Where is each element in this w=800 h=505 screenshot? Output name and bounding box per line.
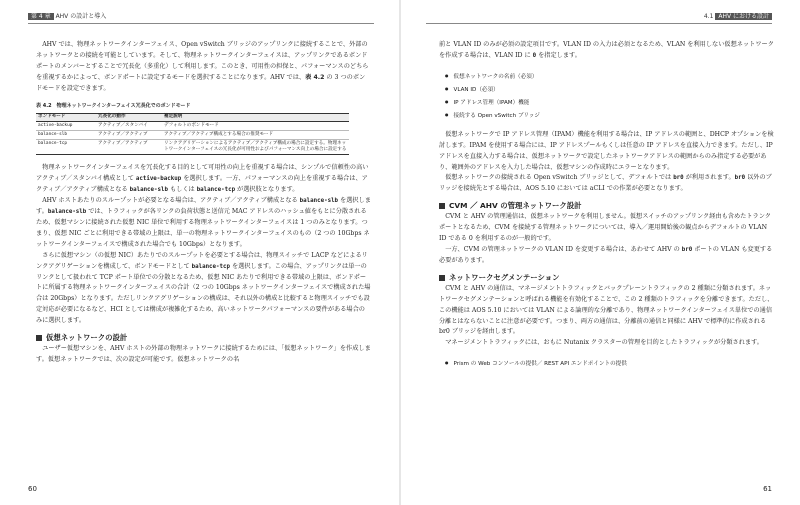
table-header-row [36, 114, 349, 121]
left-column [36, 40, 371, 366]
paragraph: 仮想ネットワークの接続される Open vSwitch ブリッジとして、デフォルトでは br0 が利用されます。br0 以外のブリッジを接続先とする場合は、AOS 5.10 においては aCLI での作業が必要となります。 [439, 174, 772, 193]
section-number: 4.1 [703, 13, 714, 20]
table-caption: 表 4.2 物理ネットワークインターフェイス冗長化でのボンドモード [36, 102, 191, 109]
list-item: ● 接続する Open vSwitch ブリッジ [445, 109, 774, 122]
chapter-label: 第 4 章 [28, 13, 54, 20]
table-cell: デフォルトのボンドモード [162, 121, 349, 130]
list-item: ● Prism の Web コンソールの提供／ REST API エンドポイントの提供 [445, 357, 774, 370]
page-number: 61 [763, 485, 772, 493]
table-row [36, 121, 349, 130]
heading-square-icon [439, 275, 445, 281]
table-row [36, 140, 349, 155]
section-heading: ネットワークセグメンテーション [439, 272, 774, 284]
list-item: ● IP アドレス管理（IPAM）機能 [445, 96, 774, 109]
paragraph: CVM と AHV の管理通信は、仮想ネットワークを利用しません。仮想スイッチのアップリンク経由も含めたトランクポートとなるため、CVM を接続する管理ネットワークについては、導入／運用開始後の観点からデフォルトの VLAN ID である 0 を利用するのが一般的です。 [439, 213, 771, 243]
table-cell: balance-slb [36, 130, 96, 139]
right-column [439, 40, 774, 378]
table-cell: アクティブ／アクティブ構成とする場合の推奨モード [162, 130, 349, 139]
table-cell: active-backup [36, 121, 96, 130]
right-running-header [426, 12, 772, 24]
table-cell: リンクアグリゲーションによるアクティブ／アクティブ構成の場合に設定する。物理ネットワークインターフェイスの冗長化が可用性およびパフォーマンス向上の場合に設定する [162, 140, 349, 155]
right-header-title: AHV における設計 [715, 13, 772, 20]
paragraph: さらに仮想マシン（の仮想 NIC）あたりでのスループットを必要とする場合は、物理スイッチで LACP などによるリンクアグリゲーションを構成して、ボンドモードとして balance-tcp を選択します。この場合、アップリンクは単一のリンクとして扱われて TCP ポート単位での分散となるため、仮想 NIC あたりで利用できる帯域の上限は、ボンドポートに所属する物理ネットワークインターフェイスの合計（2 つの 10Gbps ネットワークインターフェイスで構成された場合は 20Gbps）となります。ただしリンクアグリゲーションの構成は、それ以外の構成と比較すると物理スイッチでも設定対応が必要になるなど、HCI としては構成が複雑化するため、高いネットワークパフォーマンスの要件がある場合のみに選択します。 [36, 251, 371, 325]
list-item: ● 仮想ネットワークの名前（必須） [445, 70, 774, 83]
paragraph: マネージメントトラフィックには、おもに Nutanix クラスターの管理を目的としたトラフィックが分類されます。 [445, 339, 763, 347]
paragraph: 前と VLAN ID のみが必須の設定項目です。VLAN ID の入力は必須となるため、VLAN を利用しない仮想ネットワークを作成する場合は、VLAN ID に 0 を指定します。 [439, 41, 774, 59]
left-running-header [28, 12, 374, 24]
heading-square-icon [439, 203, 445, 209]
bullet-list [445, 70, 774, 122]
left-header-title: AHV の設計と導入 [55, 13, 107, 20]
table-cell: アクティブ／スタンバイ [96, 121, 162, 130]
paragraph: AHV では、物理ネットワークインターフェイス、Open vSwitch ブリッジのアップリンクに接続することで、外部のネットワークとの接続を可能としています。そして、物理ネットワークインターフェイスは、アップリンクであるボンドポートのメンバーとすることで冗長化（多重化）して利用します。このとき、可用性の担保と、パフォーマンスのどちらを重視するかによって、ボンドポートに設定するモードを選択することになります。AHV では、表 4.2 の 3 つのボンドモードを設定できます。 [36, 41, 369, 92]
heading-square-icon [36, 335, 42, 341]
bond-mode-table [36, 113, 349, 155]
paragraph: 一方、CVM の管理ネットワークの VLAN ID を変更する場合は、あわせて AHV の br0 ポートの VLAN も変更する必要があります。 [439, 245, 773, 264]
paragraph: ユーザー仮想マシンを、AHV ホストの外部の物理ネットワークに接続するためには、「仮想ネットワーク」を作成します。仮想ネットワークでは、次の設定が可能です。仮想ネットワークの名 [36, 345, 371, 363]
section-heading: 仮想ネットワークの設計 [36, 332, 371, 344]
table-cell: アクティブ／アクティブ [96, 140, 162, 155]
table-header: 補足説明 [162, 114, 349, 121]
paragraph: 物理ネットワークインターフェイスを冗長化する目的として可用性の向上を重視する場合は、シンプルで信頼性の高いアクティブ／スタンバイ構成として active-backup を選択します。一方、パフォーマンスの向上を重視する場合は、アクティブ／アクティブ構成となる balance-slb もしくは balance-tcp が選択肢となります。 [36, 164, 369, 194]
page-number: 60 [28, 485, 37, 493]
table-cell: アクティブ／アクティブ [96, 130, 162, 139]
paragraph: CVM と AHV の通信は、マネージメントトラフィックとバックプレーントラフィックの 2 種類に分類されます。ネットワークセグメンテーションと呼ばれる機能を有効化することで、この 2 種類のトラフィックを分離できます。ただし、この機能は AOS 5.10 においては VLAN による論理的な分離であり、物理ネットワークインターフェイス単位での通信分離とはならないことに注意が必要です。つまり、両方の通信は、分離前の通信と同様に AHV で標準的に作成される br0 ブリッジを経由します。 [439, 284, 774, 336]
table-reference: 表 4.2 [305, 73, 325, 81]
list-item: ● VLAN ID（必須） [445, 83, 774, 96]
table-row [36, 130, 349, 139]
bullet-list [445, 357, 774, 370]
table-header: ボンドモード [36, 114, 96, 121]
paragraph: AHV ホストあたりのスループットが必要となる場合は、アクティブ／アクティブ構成となる balance-slb を選択します。balance-slb では、トラフィックが各リンクの負荷状態と送信元 MAC アドレスのハッシュ値をもとに分散されるため、仮想マシンに接続された仮想 NIC 単位で利用する物理ネットワークインターフェイスは 1 つのみとなります。つまり、仮想 NIC ごとに利用できる帯域の上限は、単一の物理ネットワークインターフェイスのもの（2 つの 10Gbps ネットワークインターフェイスで構成された場合でも 10Gbps）となります。 [36, 197, 371, 248]
section-heading: CVM ／ AHV の管理ネットワーク設計 [439, 200, 774, 212]
paragraph: 仮想ネットワークで IP アドレス管理（IPAM）機能を利用する場合は、IP アドレスの範囲と、DHCP オプションを検討します。IPAM を使用する場合には、IP アドレスプールもくしは任意の IP アドレスを直接入力できます。ただし、IP アドレスを直接入力する場合は、仮想ネットワークで設定したネットワークアドレスの範囲からのみ指定する必要があり、範囲外のアドレスを入力した場合は、仮想マシンの作成時にエラーとなります。 [439, 130, 774, 171]
table-cell: balance-tcp [36, 140, 96, 155]
table-header: 冗長化の動作 [96, 114, 162, 121]
